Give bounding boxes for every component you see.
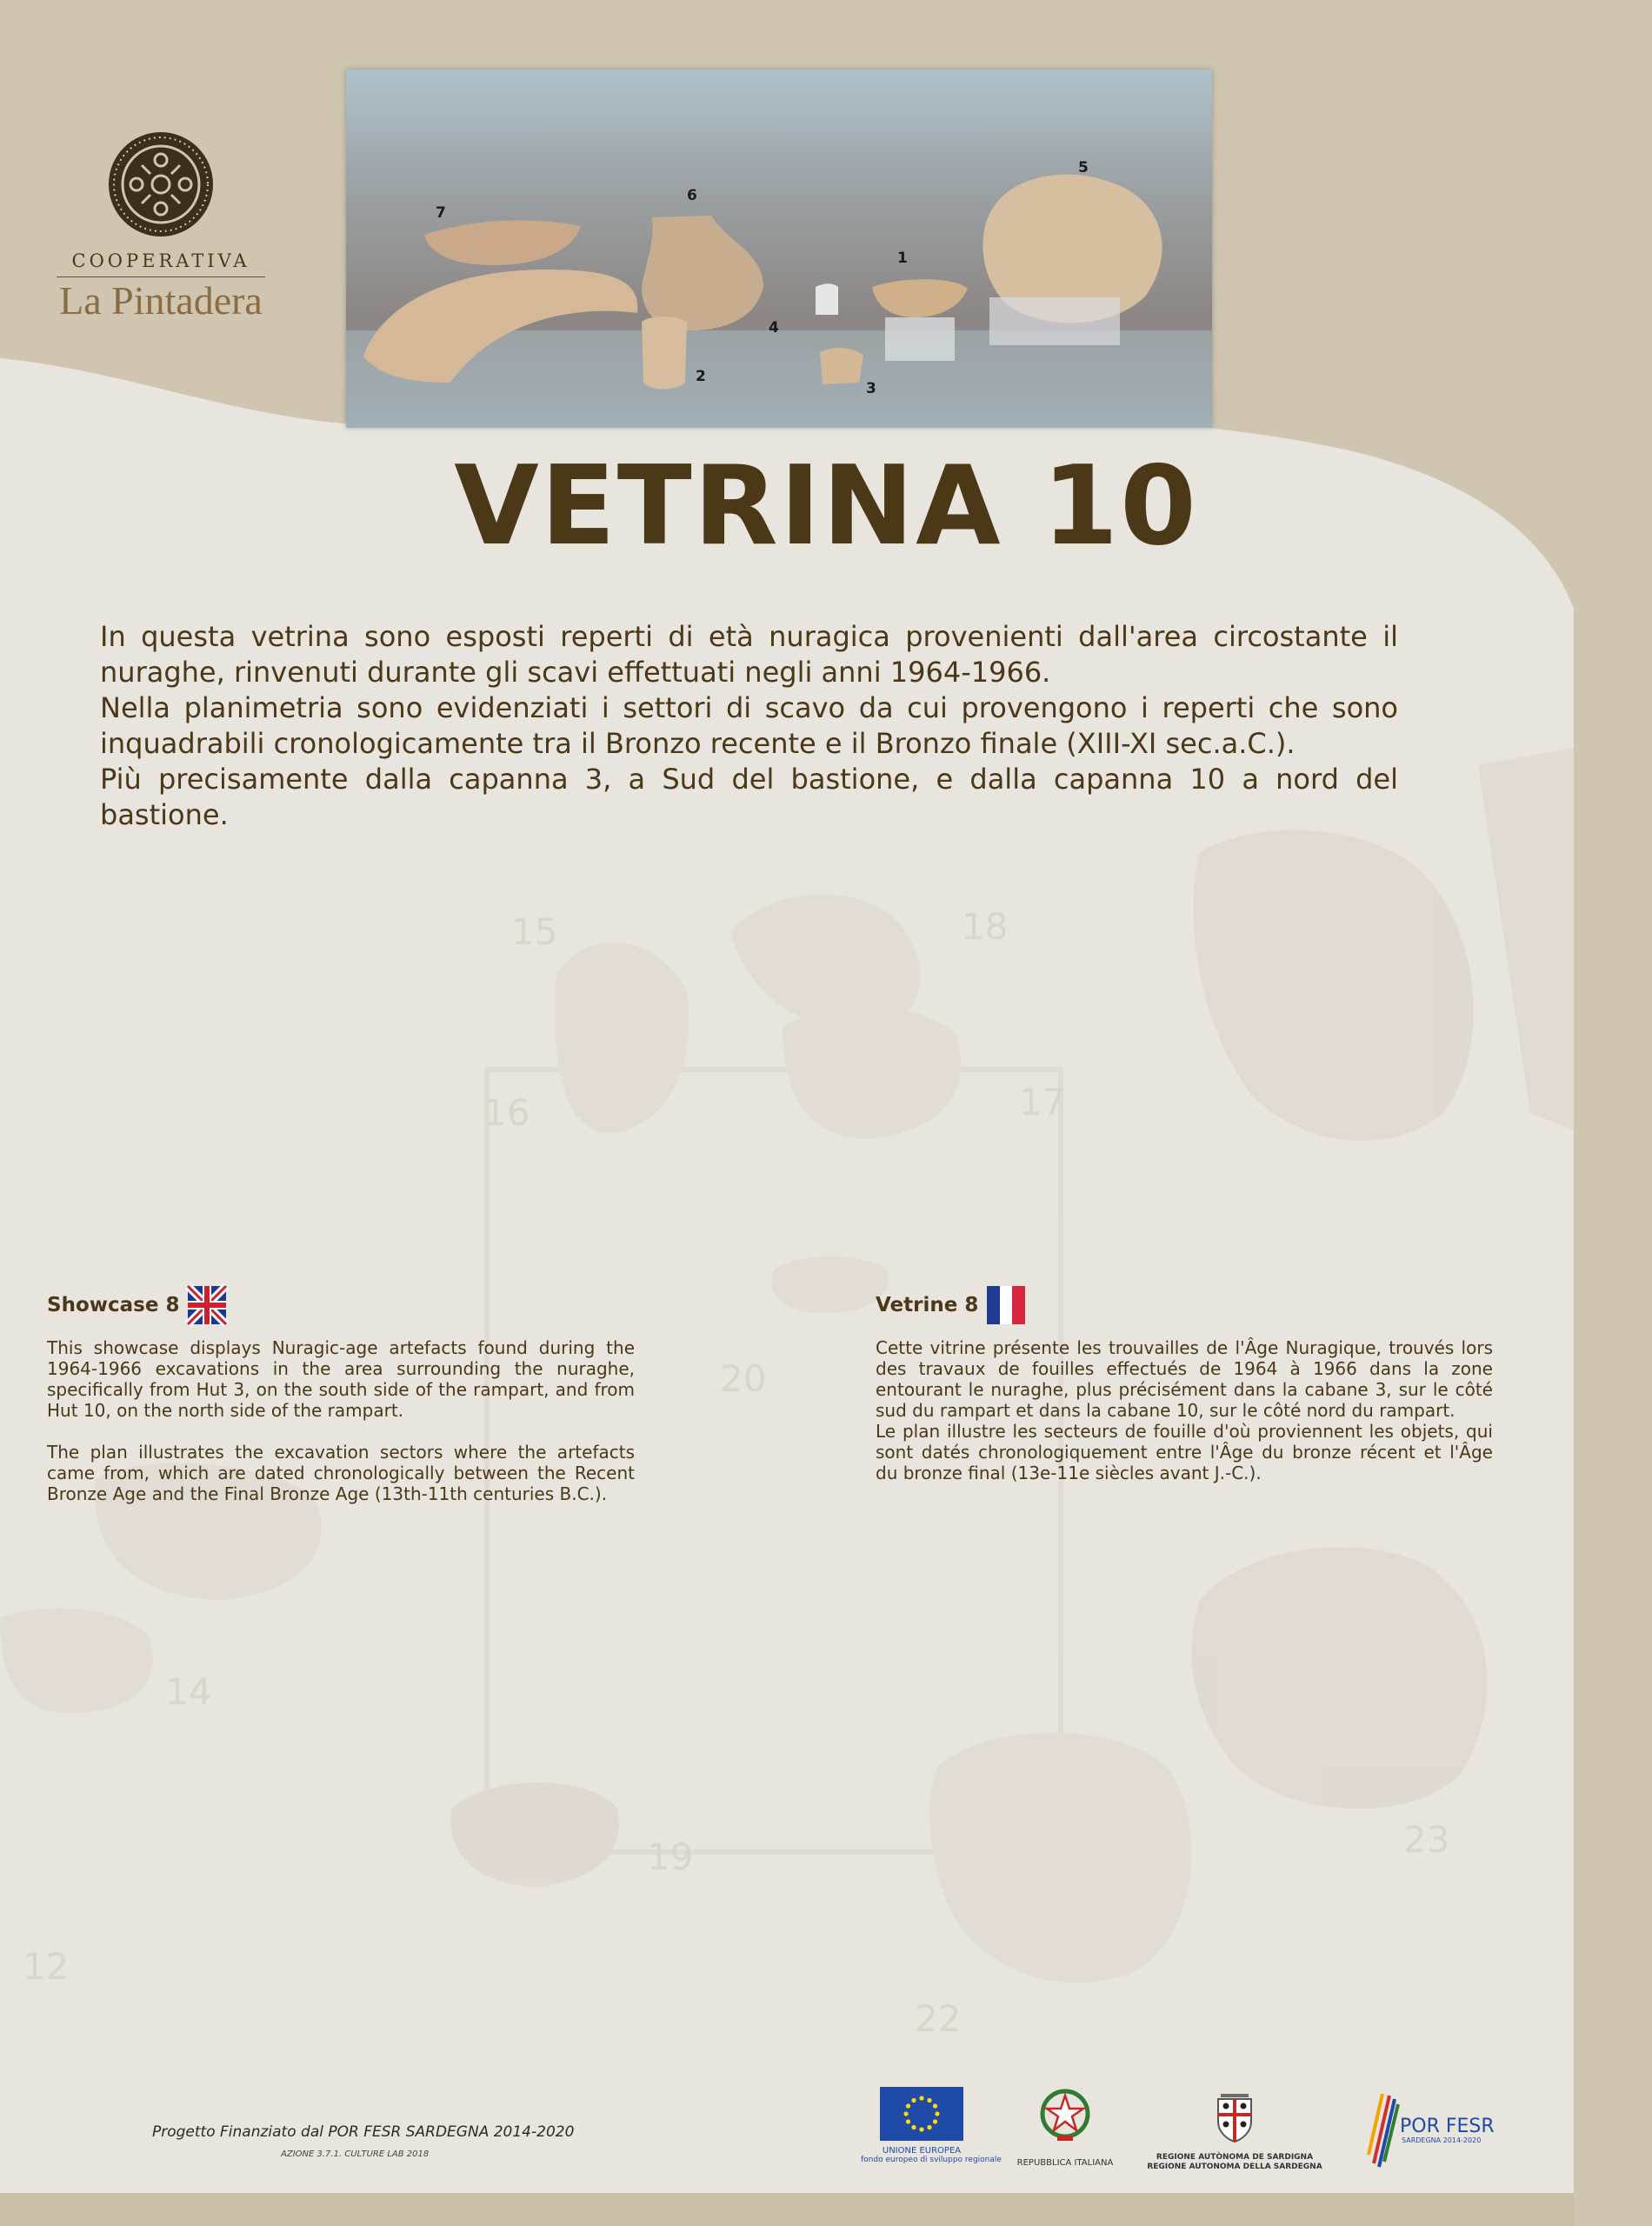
italy-caption: REPUBBLICA ITALIANA bbox=[1016, 2158, 1114, 2168]
france-flag-icon bbox=[987, 1286, 1025, 1324]
sardegna-caption-1: REGIONE AUTÒNOMA DE SARDIGNA bbox=[1156, 2153, 1314, 2162]
cooperativa-logo bbox=[52, 130, 270, 322]
photo-label-5: 5 bbox=[1078, 159, 1089, 177]
por-fesr-stripes-icon bbox=[1356, 2087, 1495, 2170]
intro-paragraph-2: Nella planimetria sono evidenziati i settori di scavo da cui provengono i reperti che sono inquadrabili cronologicamente tra il Bronzo recente e il Bronzo finale (XIII-XI sec.a.C.). bbox=[100, 691, 1398, 760]
por-fesr-title: POR FESR bbox=[1400, 2116, 1495, 2137]
background-number: 17 bbox=[1019, 1081, 1066, 1123]
action-line: AZIONE 3.7.1. CULTURE LAB 2018 bbox=[281, 2149, 430, 2159]
background-number: 12 bbox=[23, 1945, 70, 1988]
photo-label-3: 3 bbox=[866, 380, 876, 397]
italy-logo bbox=[1009, 2087, 1122, 2168]
background-number: 14 bbox=[165, 1670, 212, 1713]
page-title: VETRINA 10 bbox=[454, 442, 1198, 570]
french-paragraph-2: Le plan illustre les secteurs de fouille d'où proviennent les objets, qui sont datés chronologiquement entre l'Âge du bronze récent et l'Âge du bronze final (13e-11e siècles avant J.-C.). bbox=[876, 1421, 1493, 1483]
logo-line2: La Pintadera bbox=[59, 278, 263, 323]
background-number: 20 bbox=[720, 1357, 767, 1400]
funding-note bbox=[152, 2123, 574, 2159]
background-number: 23 bbox=[1403, 1818, 1450, 1861]
showcase-photo bbox=[346, 70, 1212, 428]
intro-paragraph-3: Più precisamente dalla capanna 3, a Sud del bastione, e dalla capanna 10 a nord del bastione. bbox=[100, 763, 1398, 831]
uk-flag-icon bbox=[188, 1286, 226, 1324]
bottom-bar bbox=[0, 2193, 1574, 2226]
logo-line1: COOPERATIVA bbox=[71, 250, 250, 271]
sardegna-logo bbox=[1139, 2087, 1330, 2172]
photo-label-1: 1 bbox=[897, 250, 908, 267]
background-number: 15 bbox=[511, 910, 558, 953]
background-number: 22 bbox=[915, 1997, 962, 2040]
background-number: 16 bbox=[483, 1091, 530, 1134]
pintadera-emblem-icon bbox=[107, 130, 215, 238]
french-heading: Vetrine 8 bbox=[876, 1294, 979, 1316]
french-section bbox=[876, 1285, 1493, 1483]
por-fesr-subtitle: SARDEGNA 2014-2020 bbox=[1402, 2136, 1482, 2144]
photo-label-4: 4 bbox=[769, 319, 779, 337]
english-heading: Showcase 8 bbox=[47, 1294, 180, 1316]
eu-flag-icon bbox=[880, 2087, 963, 2141]
photo-label-6: 6 bbox=[687, 187, 697, 204]
english-paragraph-1: This showcase displays Nuragic-age artefacts found during the 1964-1966 excavations in the area surrounding the nuraghe, specifically from Hut 3, on the south side of the rampart, and from Hut 10, on the north side of the rampart. bbox=[47, 1337, 635, 1421]
english-paragraph-2: The plan illustrates the excavation sectors where the artefacts came from, which are dated chronologically between the Recent Bronze Age and the Final Bronze Age (13th-11th centuries B.C.). bbox=[47, 1442, 635, 1504]
intro-text bbox=[100, 619, 1398, 833]
funding-line: Progetto Finanziato dal POR FESR SARDEGNA 2014-2020 bbox=[152, 2123, 575, 2141]
sardegna-crest-icon bbox=[1208, 2087, 1262, 2144]
background-number: 18 bbox=[962, 905, 1009, 948]
french-paragraph-1: Cette vitrine présente les trouvailles de l'Âge Nuragique, trouvés lors des travaux de fouilles effectués de 1964 à 1966 dans la zone entourant le nuraghe, plus précisément dans la cabane 3, sur le côté sud du rampart et dans la cabane 10, sur le côté nord du rampart. bbox=[876, 1337, 1493, 1421]
photo-label-7: 7 bbox=[436, 204, 446, 222]
photo-label-2: 2 bbox=[696, 368, 706, 385]
por-fesr-logo bbox=[1356, 2087, 1495, 2170]
english-section bbox=[47, 1285, 635, 1525]
intro-paragraph-1: In questa vetrina sono esposti reperti di età nuragica provenienti dall'area circostante il nuraghe, rinvenuti durante gli scavi effettuati negli anni 1964-1966. bbox=[100, 620, 1398, 689]
eu-caption-2: fondo europeo di sviluppo regionale bbox=[861, 2156, 1002, 2164]
background-number: 19 bbox=[647, 1836, 694, 1878]
eu-logo bbox=[861, 2087, 1002, 2164]
eu-caption-1: UNIONE EUROPEA bbox=[882, 2146, 962, 2156]
italian-emblem-icon bbox=[1038, 2087, 1092, 2144]
sardegna-caption-2: REGIONE AUTONOMA DELLA SARDEGNA bbox=[1147, 2163, 1322, 2171]
